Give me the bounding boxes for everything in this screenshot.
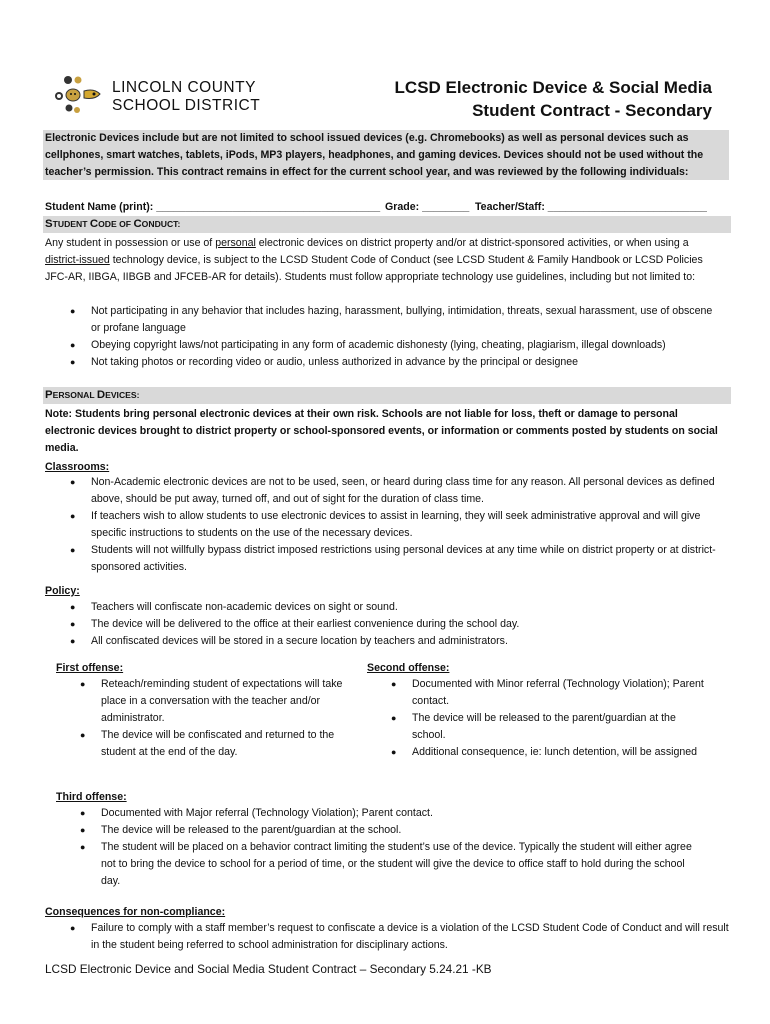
title-line-1: LCSD Electronic Device & Social Media <box>394 78 712 97</box>
page-footer: LCSD Electronic Device and Social Media Student Contract – Secondary 5.24.21 -KB <box>45 962 492 976</box>
list-item: ● Documented with Major referral (Technology Violation); Parent contact. <box>80 807 433 819</box>
grade-field[interactable]: Grade: ________ <box>385 201 470 213</box>
title-line-2: Student Contract - Secondary <box>472 101 712 120</box>
consequences-label: Consequences for non-compliance: <box>45 906 226 918</box>
list-item: ● Failure to comply with a staff member’s request to confiscate a device is a violation of the LCSD Student Code of Conduct and will result in the student being referred to school administration for disciplinary actions. <box>70 922 729 951</box>
logo-wordmark <box>112 79 260 115</box>
list-item: ● Students will not willfully bypass district imposed restrictions using personal devices at any time while on district property or at district-sponsored activities. <box>70 544 716 573</box>
classrooms-list <box>70 474 723 576</box>
intro-paragraph: Electronic Devices include but are not limited to school issued devices (e.g. Chromebooks) as well as personal devices such as cellphones, smart watches, tablets, iPods, MP3 players, headphones, and gaming devices. Devices should not be used without the teacher’s permission. This contract remains in effect for the current school year, and was reviewed by the following individuals: <box>43 130 729 180</box>
list-item: ● Teachers will confiscate non-academic devices on sight or sound. <box>70 601 398 613</box>
student-code-heading: STUDENT CODE OF CONDUCT: <box>43 216 731 233</box>
list-item: ● The device will be delivered to the office at their earliest convenience during the school day. <box>70 618 520 630</box>
logo-line-1: LINCOLN COUNTY <box>112 79 256 96</box>
first-offense-label: First offense: <box>56 662 124 674</box>
list-item: ● Additional consequence, ie: lunch detention, will be assigned <box>391 746 698 758</box>
personal-devices-heading: PERSONAL DEVICES: <box>43 387 731 404</box>
consequences-list <box>70 920 731 954</box>
conduct-bullet-list <box>70 303 723 371</box>
first-offense-list <box>80 676 351 761</box>
list-item: ● All confiscated devices will be stored in a secure location by teachers and administrators. <box>70 635 508 647</box>
third-offense-label: Third offense: <box>56 791 127 803</box>
list-item: ● The device will be confiscated and returned to the student at the end of the day. <box>80 729 335 758</box>
conduct-paragraph: Any student in possession or use of personal electronic devices on district property and/or at district-sponsored activities, or when using a district-issued technology device, is subject to the LCSD Student Code of Conduct (see LCSD Student & Family Handbook or LCSD Policies JFC-AR, IIBGA, IIBGB and JFCEB-AR for details). Students must follow appropriate technology use guidelines, including but not limited to: <box>45 237 703 283</box>
list-item: ● Documented with Minor referral (Technology Violation); Parent contact. <box>391 678 704 707</box>
tiger-mascot-icon <box>48 72 106 118</box>
logo-line-2: SCHOOL DISTRICT <box>112 97 261 114</box>
list-item: ● Not taking photos or recording video or audio, unless authorized in advance by the principal or designee <box>70 356 579 368</box>
list-item: ● Non-Academic electronic devices are not to be used, seen, or heard during class time for any reason. All personal devices as defined above, should be put away, turned off, and out of sight for the duration of class time. <box>70 476 715 505</box>
policy-list <box>70 599 723 650</box>
personal-note: Note: Students bring personal electronic devices at their own risk. Schools are not liable for loss, theft or damage to personal electronic devices brought to district property or school-sponsored events, or information or comments posted by students on social media. <box>45 408 718 454</box>
policy-label: Policy: <box>45 585 80 597</box>
list-item: ● Reteach/reminding student of expectations will take place in a conversation with the teacher and/or administrator. <box>80 678 343 724</box>
list-item: ● Obeying copyright laws/not participating in any form of academic dishonesty (lying, cheating, plagiarism, illegal downloads) <box>70 339 666 351</box>
third-offense-list <box>80 805 706 890</box>
list-item: ● Not participating in any behavior that includes hazing, harassment, bullying, intimidation, threats, sexual harassment, use of obscene or profane language <box>70 305 713 334</box>
student-name-field[interactable]: Student Name (print): ______________________________________ <box>45 201 381 213</box>
document-title <box>395 76 712 122</box>
list-item: ● The device will be released to the parent/guardian at the school. <box>80 824 402 836</box>
classrooms-label: Classrooms: <box>45 461 110 473</box>
list-item: ● If teachers wish to allow students to use electronic devices to assist in learning, they will seek administrative approval and will give specific instructions to students on the use of the necessary devices. <box>70 510 701 539</box>
second-offense-label: Second offense: <box>367 662 450 674</box>
district-logo <box>48 72 106 118</box>
list-item: ● The device will be released to the parent/guardian at the school. <box>391 712 676 741</box>
second-offense-list <box>391 676 712 761</box>
teacher-field[interactable]: Teacher/Staff: ___________________________ <box>475 201 707 213</box>
list-item: ● The student will be placed on a behavior contract limiting the student’s use of the device. Typically the student will either agree not to bring the device to school for a period of time, or the student will give the device to office staff to hold during the school day. <box>80 841 692 887</box>
